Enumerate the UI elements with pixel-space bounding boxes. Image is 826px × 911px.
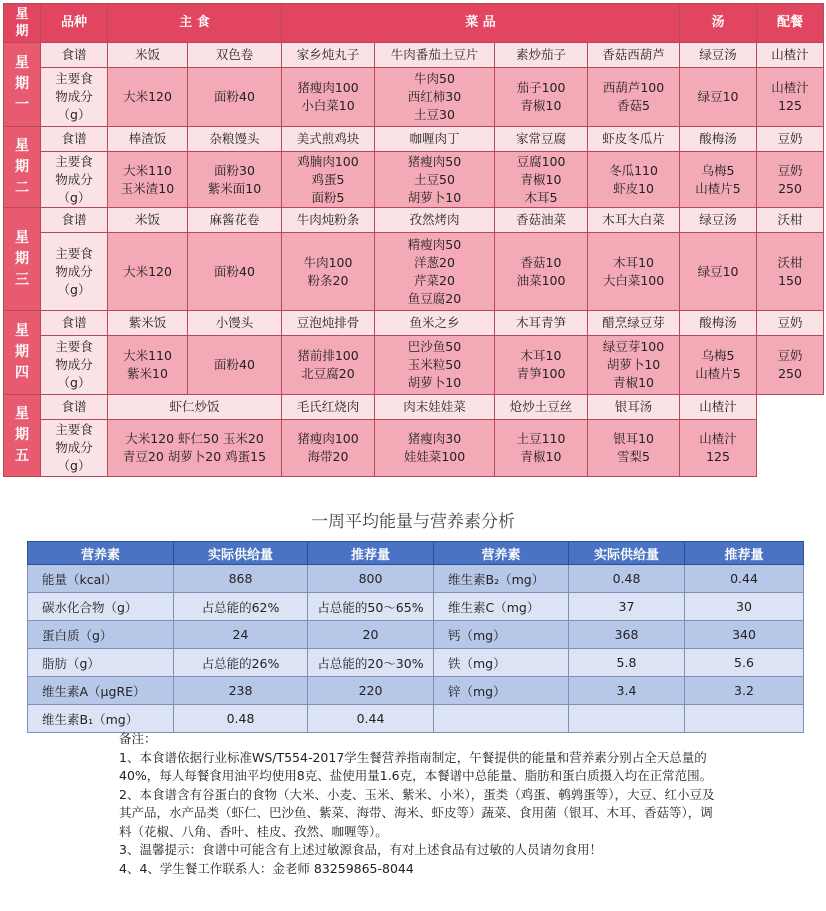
ingredient-cell: 绿豆芽100 胡萝卜10 青椒10	[588, 336, 680, 395]
ingredient-row	[4, 152, 824, 208]
recipe-cell: 米饭	[108, 43, 188, 68]
staple-recipe: 虾仁炒饭	[108, 395, 282, 420]
ingredient-row	[4, 420, 824, 477]
nutrition-title: 一周平均能量与营养素分析	[311, 512, 515, 532]
recipe-cell: 家乡炖丸子	[282, 43, 375, 68]
recipe-cell: 香菇油菜	[495, 208, 588, 233]
note-item: 4、4、学生餐工作联系人：金老师 83259865-8044	[119, 860, 414, 876]
note-item: 1、本食谱依据行业标准WS/T554-2017学生餐营养指南制定，午餐提供的能量和营养素分别占全天总量的40%，每人每餐食用油平均使用8克、盐使用量1.6克，本餐谱中总能量、脂肪和蛋白质摄入均在正常范围。	[119, 749, 713, 783]
nutrient-value: 占总能的20～30%	[308, 649, 434, 677]
nutrient-name: 锌（mg）	[434, 677, 569, 705]
nutrient-name: 蛋白质（g）	[28, 621, 174, 649]
recipe-row	[4, 208, 824, 233]
ingredient-cell: 猪瘦肉50 土豆50 胡萝卜10	[375, 152, 495, 208]
recipe-cell: 沃柑	[757, 208, 824, 233]
recipe-cell: 咖喱肉丁	[375, 127, 495, 152]
nutrient-value: 5.6	[685, 649, 804, 677]
nutrient-name: 维生素C（mg）	[434, 593, 569, 621]
staple-ingredients: 大米120 虾仁50 玉米20 青豆20 胡萝卜20 鸡蛋15	[108, 420, 282, 477]
recipe-cell: 香菇西葫芦	[588, 43, 680, 68]
ingredient-cell: 银耳10 雪梨5	[588, 420, 680, 477]
weekly-menu-table	[3, 3, 824, 477]
header-weekday: 星 期	[4, 4, 41, 43]
recipe-cell: 山楂汁	[757, 43, 824, 68]
nutrient-value: 5.8	[569, 649, 685, 677]
recipe-cell: 孜然烤肉	[375, 208, 495, 233]
recipe-cell: 醋烹绿豆芽	[588, 311, 680, 336]
weekday-label: 星 期 二	[4, 127, 41, 208]
nutrient-name: 维生素B₁（mg）	[28, 705, 174, 733]
ingredient-cell: 乌梅5 山楂片5	[680, 336, 757, 395]
recipe-cell: 小馒头	[188, 311, 282, 336]
nutrient-value	[569, 705, 685, 733]
header-staple: 主 食	[108, 4, 282, 43]
weekday-label: 星 期 五	[4, 395, 41, 477]
nut-header: 推荐量	[308, 542, 434, 565]
nutrient-value: 占总能的62%	[174, 593, 308, 621]
recipe-cell: 银耳汤	[588, 395, 680, 420]
weekday-label: 星 期 一	[4, 43, 41, 127]
ingredient-cell: 精瘦肉50 洋葱20 芹菜20 鱼豆腐20	[375, 233, 495, 311]
ingredient-cell: 木耳10 青笋100	[495, 336, 588, 395]
recipe-cell: 木耳青笋	[495, 311, 588, 336]
recipe-row	[4, 395, 824, 420]
notes	[119, 730, 719, 878]
ingredient-cell: 沃柑 150	[757, 233, 824, 311]
recipe-row	[4, 311, 824, 336]
ingredient-cell: 大米110 紫米10	[108, 336, 188, 395]
nutrient-value: 30	[685, 593, 804, 621]
nut-header: 营养素	[28, 542, 174, 565]
ingredient-cell: 鸡腩肉100 鸡蛋5 面粉5	[282, 152, 375, 208]
ingredient-cell: 香菇10 油菜100	[495, 233, 588, 311]
nutrient-value: 238	[174, 677, 308, 705]
recipe-cell: 杂粮馒头	[188, 127, 282, 152]
nutrient-value: 0.48	[569, 565, 685, 593]
ingredient-cell: 大米120	[108, 68, 188, 127]
nut-row	[28, 677, 804, 705]
nut-header: 营养素	[434, 542, 569, 565]
nutrient-value: 340	[685, 621, 804, 649]
ingredient-label: 主要食 物成分 （g）	[41, 420, 108, 477]
recipe-cell: 豆泡炖排骨	[282, 311, 375, 336]
ingredient-cell: 西葫芦100 香菇5	[588, 68, 680, 127]
nutrient-value: 868	[174, 565, 308, 593]
nutrient-value: 20	[308, 621, 434, 649]
nutrient-name: 铁（mg）	[434, 649, 569, 677]
ingredient-cell: 大米110 玉米渣10	[108, 152, 188, 208]
recipe-cell: 米饭	[108, 208, 188, 233]
nutrient-name: 碳水化合物（g）	[28, 593, 174, 621]
recipe-cell: 双色卷	[188, 43, 282, 68]
nutrient-name: 脂肪（g）	[28, 649, 174, 677]
nutrient-value: 0.44	[685, 565, 804, 593]
header-soup: 汤	[680, 4, 757, 43]
ingredient-label: 主要食 物成分 （g）	[41, 152, 108, 208]
recipe-cell: 牛肉炖粉条	[282, 208, 375, 233]
recipe-cell: 家常豆腐	[495, 127, 588, 152]
nutrient-name	[434, 705, 569, 733]
ingredient-cell: 猪瘦肉30 娃娃菜100	[375, 420, 495, 477]
nut-header: 实际供给量	[569, 542, 685, 565]
recipe-label: 食谱	[41, 208, 108, 233]
ingredient-cell: 豆奶 250	[757, 152, 824, 208]
nut-row	[28, 565, 804, 593]
ingredient-cell: 冬瓜110 虾皮10	[588, 152, 680, 208]
ingredient-label: 主要食 物成分 （g）	[41, 233, 108, 311]
ingredient-cell: 牛肉50 西红柿30 土豆30	[375, 68, 495, 127]
ingredient-cell: 豆奶 250	[757, 336, 824, 395]
ingredient-cell: 猪瘦肉100 海带20	[282, 420, 375, 477]
ingredient-cell: 大米120	[108, 233, 188, 311]
ingredient-cell: 牛肉100 粉条20	[282, 233, 375, 311]
nutrient-value: 0.48	[174, 705, 308, 733]
ingredient-cell: 巴沙鱼50 玉米粒50 胡萝卜10	[375, 336, 495, 395]
nutrient-value: 3.4	[569, 677, 685, 705]
recipe-cell: 美式煎鸡块	[282, 127, 375, 152]
ingredient-row	[4, 336, 824, 395]
header-side: 配餐	[757, 4, 824, 43]
nutrient-value: 3.2	[685, 677, 804, 705]
ingredient-cell: 木耳10 大白菜100	[588, 233, 680, 311]
recipe-label: 食谱	[41, 127, 108, 152]
ingredient-cell: 绿豆10	[680, 233, 757, 311]
weekday-label: 星 期 四	[4, 311, 41, 395]
nut-header: 推荐量	[685, 542, 804, 565]
recipe-cell: 豆奶	[757, 127, 824, 152]
nut-row	[28, 649, 804, 677]
recipe-cell: 牛肉番茄土豆片	[375, 43, 495, 68]
notes-heading: 备注：	[119, 731, 157, 746]
ingredient-cell: 面粉40	[188, 336, 282, 395]
ingredient-cell: 猪前排100 北豆腐20	[282, 336, 375, 395]
ingredient-label: 主要食 物成分 （g）	[41, 68, 108, 127]
ingredient-cell: 猪瘦肉100 小白菜10	[282, 68, 375, 127]
ingredient-cell: 山楂汁 125	[757, 68, 824, 127]
note-item: 3、温馨提示：食谱中可能含有上述过敏源食品，有对上述食品有过敏的人员请勿食用！	[119, 842, 602, 857]
recipe-cell: 毛氏红烧肉	[282, 395, 375, 420]
nutrient-value: 220	[308, 677, 434, 705]
nutrient-value: 37	[569, 593, 685, 621]
nutrient-name: 钙（mg）	[434, 621, 569, 649]
recipe-cell: 山楂汁	[680, 395, 757, 420]
nut-row	[28, 593, 804, 621]
recipe-cell: 酸梅汤	[680, 311, 757, 336]
nutrient-value: 0.44	[308, 705, 434, 733]
recipe-cell: 木耳大白菜	[588, 208, 680, 233]
ingredient-cell: 茄子100 青椒10	[495, 68, 588, 127]
nutrient-value: 占总能的26%	[174, 649, 308, 677]
recipe-cell: 棒渣饭	[108, 127, 188, 152]
recipe-cell: 绿豆汤	[680, 43, 757, 68]
nutrient-value: 占总能的50～65%	[308, 593, 434, 621]
note-item: 2、本食谱含有谷蛋白的食物（大米、小麦、玉米、紫米、小米），蛋类（鸡蛋、鹌鹑蛋等），大豆、红小豆及其产品，水产品类（虾仁、巴沙鱼、紫菜、海带、海米、虾皮等）蔬菜、食用菌（银耳、木耳、香菇等），调料（花椒、八角、香叶、桂皮、孜然、咖喱等）。	[119, 786, 715, 839]
ingredient-cell: 土豆110 青椒10	[495, 420, 588, 477]
ingredient-label: 主要食 物成分 （g）	[41, 336, 108, 395]
ingredient-cell: 豆腐100 青椒10 木耳5	[495, 152, 588, 208]
header-category: 品种	[41, 4, 108, 43]
nut-header: 实际供给量	[174, 542, 308, 565]
nutrient-name: 能量（kcal）	[28, 565, 174, 593]
nutrition-table	[27, 541, 804, 733]
nut-row	[28, 621, 804, 649]
ingredient-row	[4, 233, 824, 311]
recipe-row	[4, 127, 824, 152]
recipe-label: 食谱	[41, 43, 108, 68]
recipe-label: 食谱	[41, 311, 108, 336]
nutrient-value	[685, 705, 804, 733]
ingredient-row	[4, 68, 824, 127]
ingredient-cell: 山楂汁 125	[680, 420, 757, 477]
recipe-row	[4, 43, 824, 68]
nut-row	[28, 705, 804, 733]
recipe-cell: 紫米饭	[108, 311, 188, 336]
ingredient-cell: 绿豆10	[680, 68, 757, 127]
recipe-cell: 炝炒土豆丝	[495, 395, 588, 420]
recipe-cell: 肉末娃娃菜	[375, 395, 495, 420]
ingredient-cell: 面粉30 紫米面10	[188, 152, 282, 208]
recipe-cell: 酸梅汤	[680, 127, 757, 152]
nutrient-value: 368	[569, 621, 685, 649]
recipe-cell: 虾皮冬瓜片	[588, 127, 680, 152]
nutrient-name: 维生素B₂（mg）	[434, 565, 569, 593]
weekly-menu-body	[4, 4, 824, 477]
recipe-cell: 豆奶	[757, 311, 824, 336]
nutrient-name: 维生素A（μgRE）	[28, 677, 174, 705]
recipe-cell: 麻酱花卷	[188, 208, 282, 233]
nutrient-value: 800	[308, 565, 434, 593]
recipe-cell: 鱼米之乡	[375, 311, 495, 336]
ingredient-cell: 面粉40	[188, 68, 282, 127]
weekday-label: 星 期 三	[4, 208, 41, 311]
ingredient-cell: 乌梅5 山楂片5	[680, 152, 757, 208]
nutrient-value: 24	[174, 621, 308, 649]
recipe-label: 食谱	[41, 395, 108, 420]
nutrition-body	[28, 542, 804, 733]
recipe-cell: 绿豆汤	[680, 208, 757, 233]
ingredient-cell: 面粉40	[188, 233, 282, 311]
header-dishes: 菜 品	[282, 4, 680, 43]
recipe-cell: 素炒茄子	[495, 43, 588, 68]
